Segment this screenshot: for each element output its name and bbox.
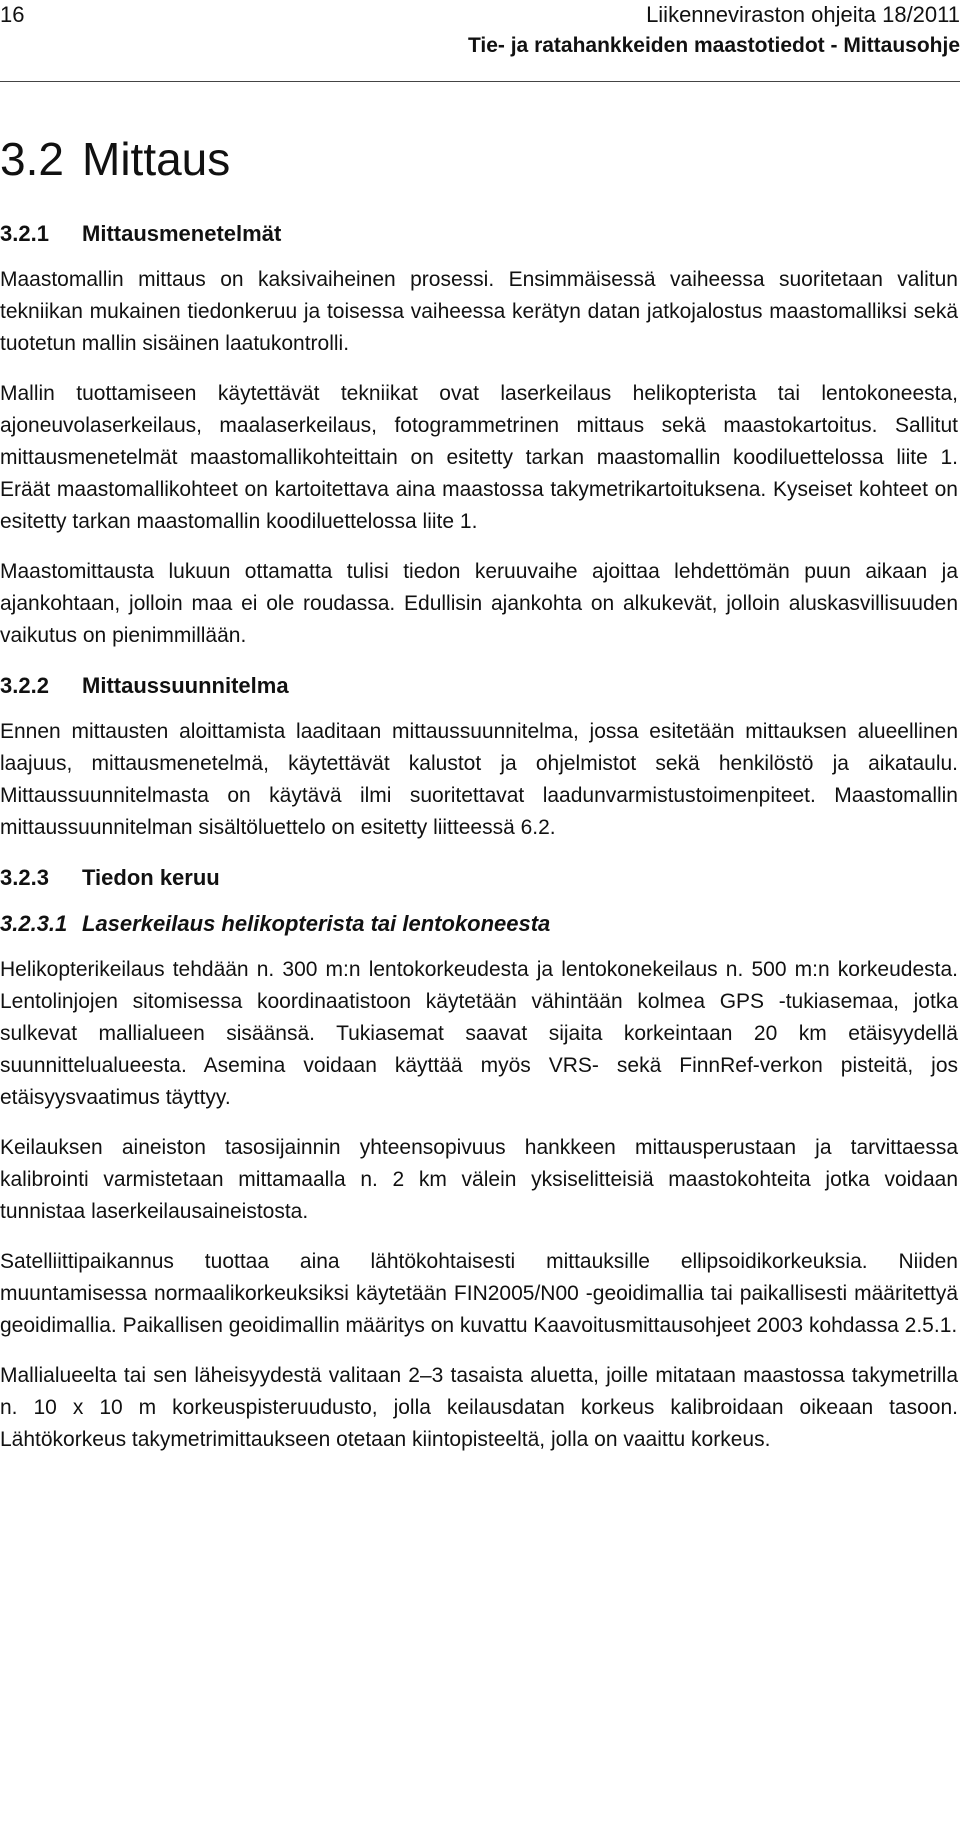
subsection-heading-3-2-2 bbox=[0, 670, 958, 702]
page-header bbox=[0, 0, 960, 92]
subsection-heading-3-2-1 bbox=[0, 218, 958, 250]
subsection-number: 3.2.1 bbox=[0, 221, 49, 246]
subsection-heading-3-2-3 bbox=[0, 862, 958, 894]
section-heading bbox=[0, 128, 958, 190]
document-title: Tie- ja ratahankkeiden maastotiedot - Mittausohje bbox=[467, 34, 960, 57]
subsection-number: 3.2.2 bbox=[0, 673, 49, 698]
subsubsection-number: 3.2.3.1 bbox=[0, 911, 68, 936]
subsubsection-title: Laserkeilaus helikopterista tai lentokoneesta bbox=[82, 911, 551, 936]
paragraph: Keilauksen aineiston tasosijainnin yhteensopivuus hankkeen mittausperustaan ja tarvittaessa kalibrointi varmistetaan mittamaalla n. 2 km välein yksiselitteisiä maastokohteita jotka voidaan tunnistaa laserkeilausaineistosta. bbox=[0, 1136, 958, 1223]
page-number: 16 bbox=[0, 2, 25, 27]
paragraph: Mallialueelta tai sen läheisyydestä valitaan 2–3 tasaista aluetta, joille mitataan maastossa takymetrilla n. 10 x 10 m korkeuspisteruudusto, jolla keilausdatan korkeus kalibroidaan oikeaan tasoon. Lähtökorkeus takymetrimittaukseen otetaan kiintopisteeltä, jolla on vaaittu korkeus. bbox=[0, 1364, 958, 1451]
paragraph: Maastomittausta lukuun ottamatta tulisi tiedon keruuvaihe ajoittaa lehdettömän puun aikaan ja ajankohtaan, jolloin maa ei ole roudassa. Edullisin ajankohta on alkukevät, jolloin aluskasvillisuuden vaikutus on pienimmillään. bbox=[0, 560, 958, 647]
subsection-title: Mittausmenetelmät bbox=[82, 221, 282, 246]
paragraph: Helikopterikeilaus tehdään n. 300 m:n lentokorkeudesta ja lentokonekeilaus n. 500 m:n korkeudesta. Lentolinjojen sitomisessa koordinaatistoon käytetään vähintään kolmea GPS -tukiasemaa, jotka sulkevat mallialueen sisäänsä. Tukiasemat saavat sijaita korkeintaan 20 km etäisyydellä suunnittelualueesta. Asemina voidaan käyttää myös VRS- sekä FinnRef-verkon pisteitä, jos etäisyysvaatimus täyttyy. bbox=[0, 958, 958, 1109]
paragraph: Maastomallin mittaus on kaksivaiheinen prosessi. Ensimmäisessä vaiheessa suoritetaan valitun tekniikan mukainen tiedonkeruu ja toisessa vaiheessa kerätyn datan jatkojalostus maastomalliksi sekä tuotetun mallin sisäinen laatukontrolli. bbox=[0, 268, 958, 355]
paragraph: Mallin tuottamiseen käytettävät tekniikat ovat laserkeilaus helikopterista tai lentokoneesta, ajoneuvolaserkeilaus, maalaserkeilaus, fotogrammetrinen mittaus sekä maastokartoitus. Sallitut mittausmenetelmät maastomallikohteittain on esitetty tarkan maastomallin koodiluettelossa liite 1. Eräät maastomallikohteet on kartoitettava aina maastossa takymetrikartoituksena. Kyseiset kohteet on esitetty tarkan maastomallin koodiluettelossa liite 1. bbox=[0, 382, 958, 533]
section-title: Mittaus bbox=[82, 133, 231, 185]
subsection-title: Mittaussuunnitelma bbox=[82, 673, 289, 698]
subsection-number: 3.2.3 bbox=[0, 865, 49, 890]
paragraph: Satelliittipaikannus tuottaa aina lähtökohtaisesti mittauksille ellipsoidikorkeuksia. Niiden muuntamisessa normaalikorkeuksiksi käytetään FIN2005/N00 -geoidimallia tai paikallisesti määritettyä geoidimallia. Paikallisen geoidimallin määritys on kuvattu Kaavoitusmittausohjeet 2003 kohdassa 2.5.1. bbox=[0, 1250, 958, 1337]
series-title: Liikenneviraston ohjeita 18/2011 bbox=[646, 2, 960, 27]
page-content bbox=[0, 120, 958, 1474]
subsection-title: Tiedon keruu bbox=[82, 865, 220, 890]
header-divider bbox=[0, 81, 960, 82]
section-number: 3.2 bbox=[0, 133, 64, 185]
subsubsection-heading-3-2-3-1 bbox=[0, 908, 958, 940]
paragraph: Ennen mittausten aloittamista laaditaan mittaussuunnitelma, jossa esitetään mittauksen alueellinen laajuus, mittausmenetelmä, käytettävät kalustot ja ohjelmistot sekä henkilöstö ja aikataulu. Mittaussuunnitelmasta on käytävä ilmi suoritettavat laadunvarmistustoimenpiteet. Maastomallin mittaussuunnitelman sisältöluettelo on esitetty liitteessä 6.2. bbox=[0, 720, 958, 839]
